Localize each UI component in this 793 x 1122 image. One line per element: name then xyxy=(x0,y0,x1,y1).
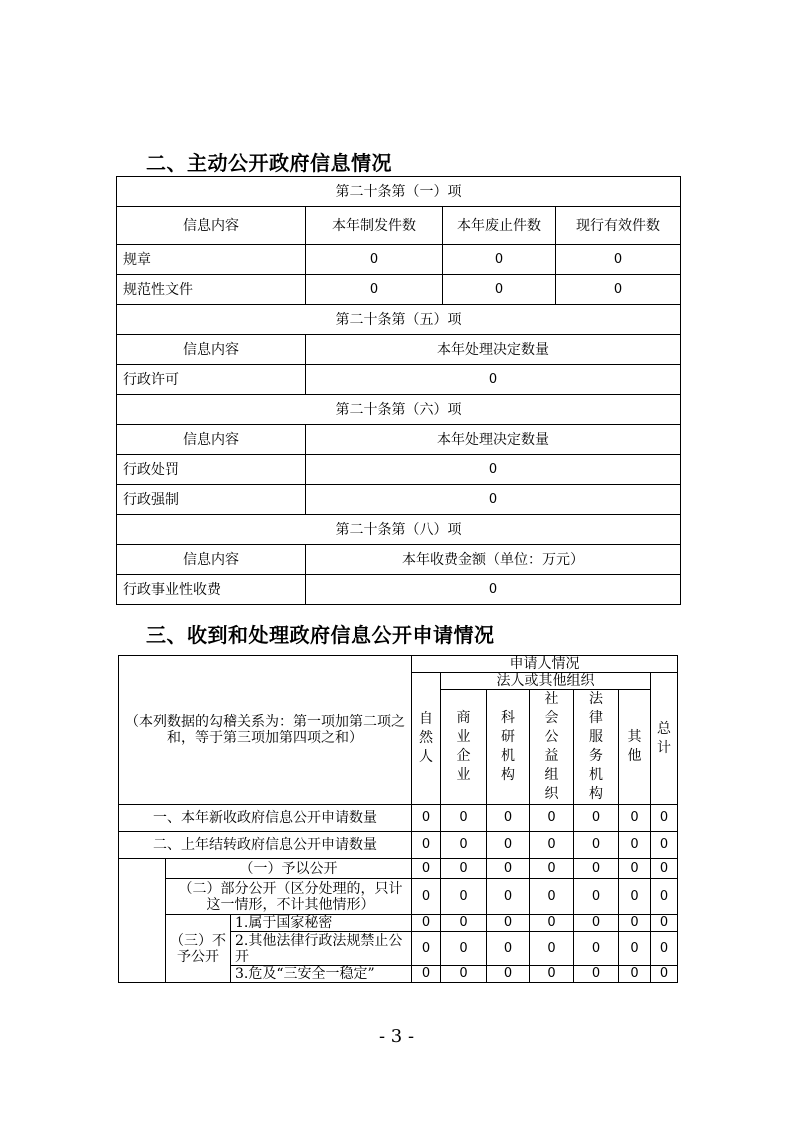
disclosure-requests-table xyxy=(118,655,678,983)
col-info-content: 信息内容 xyxy=(117,335,306,365)
cell-value: 0 xyxy=(530,915,574,932)
cell-value: 0 xyxy=(412,879,441,915)
applicant-header: 申请人情况 xyxy=(412,656,678,673)
row-label: 规范性文件 xyxy=(117,275,306,305)
part6-header: 第二十条第（六）项 xyxy=(117,395,681,425)
cell-value: 0 xyxy=(530,832,574,859)
cell-value: 0 xyxy=(412,932,441,966)
cell-value: 0 xyxy=(441,879,487,915)
cell-value: 0 xyxy=(651,915,678,932)
cell-value: 0 xyxy=(574,805,619,832)
cell-value: 0 xyxy=(619,859,651,879)
cell-value: 0 xyxy=(487,966,530,983)
cell-value: 0 xyxy=(530,879,574,915)
section-2-title: 二、主动公开政府信息情况 xyxy=(146,151,392,175)
cell-value: 0 xyxy=(651,805,678,832)
cell-value: 0 xyxy=(574,859,619,879)
row-label: 行政事业性收费 xyxy=(117,575,306,605)
row-label: 3.危及“三安全一稳定” xyxy=(231,966,412,983)
col-decisions-count: 本年处理决定数量 xyxy=(306,425,681,455)
col-social-welfare: 社会公益组织 xyxy=(530,690,574,805)
proactive-disclosure-table xyxy=(116,176,681,605)
cell-value: 0 xyxy=(412,859,441,879)
part8-header: 第二十条第（八）项 xyxy=(117,515,681,545)
withheld-group-label: （三）不予公开 xyxy=(166,915,231,983)
col-info-content: 信息内容 xyxy=(117,545,306,575)
cell-value: 0 xyxy=(487,879,530,915)
col-issued-this-year: 本年制发件数 xyxy=(306,207,443,245)
cell-value: 0 xyxy=(556,245,681,275)
col-research: 科研机构 xyxy=(487,690,530,805)
cell-value: 0 xyxy=(574,879,619,915)
row-label: 2.其他法律行政法规禁止公开 xyxy=(231,932,412,966)
cell-value: 0 xyxy=(530,859,574,879)
cell-value: 0 xyxy=(574,966,619,983)
cell-value: 0 xyxy=(487,932,530,966)
cell-value: 0 xyxy=(651,859,678,879)
col-natural-person: 自然人 xyxy=(412,673,441,805)
row-label: 规章 xyxy=(117,245,306,275)
cell-value: 0 xyxy=(530,932,574,966)
col-business: 商业企业 xyxy=(441,690,487,805)
cell-value: 0 xyxy=(306,365,681,395)
cell-value: 0 xyxy=(441,832,487,859)
cell-value: 0 xyxy=(530,805,574,832)
cell-value: 0 xyxy=(619,915,651,932)
cell-value: 0 xyxy=(443,275,556,305)
cell-value: 0 xyxy=(306,455,681,485)
outcome-blank-cell xyxy=(119,859,166,983)
cell-value: 0 xyxy=(306,275,443,305)
row-label: 行政处罚 xyxy=(117,455,306,485)
col-info-content: 信息内容 xyxy=(117,425,306,455)
cell-value: 0 xyxy=(574,832,619,859)
col-legal-service: 法律服务机构 xyxy=(574,690,619,805)
cell-value: 0 xyxy=(441,966,487,983)
cell-value: 0 xyxy=(487,832,530,859)
row-label: 一、本年新收政府信息公开申请数量 xyxy=(119,805,412,832)
cell-value: 0 xyxy=(651,966,678,983)
cell-value: 0 xyxy=(574,932,619,966)
cell-value: 0 xyxy=(619,805,651,832)
section-3-title: 三、收到和处理政府信息公开申请情况 xyxy=(146,623,495,647)
page-number: - 3 - xyxy=(378,1026,415,1047)
cell-value: 0 xyxy=(441,805,487,832)
cell-value: 0 xyxy=(306,245,443,275)
reconciliation-note: （本列数据的勾稽关系为：第一项加第二项之和，等于第三项加第四项之和） xyxy=(119,656,412,805)
legal-entity-header: 法人或其他组织 xyxy=(441,673,651,690)
cell-value: 0 xyxy=(306,575,681,605)
part1-header: 第二十条第（一）项 xyxy=(117,177,681,207)
cell-value: 0 xyxy=(619,966,651,983)
col-decisions-count: 本年处理决定数量 xyxy=(306,335,681,365)
cell-value: 0 xyxy=(651,932,678,966)
row-label: 二、上年结转政府信息公开申请数量 xyxy=(119,832,412,859)
row-label: 1.属于国家秘密 xyxy=(231,915,412,932)
col-abolished-this-year: 本年废止件数 xyxy=(443,207,556,245)
part5-header: 第二十条第（五）项 xyxy=(117,305,681,335)
cell-value: 0 xyxy=(306,485,681,515)
col-info-content: 信息内容 xyxy=(117,207,306,245)
col-currently-valid: 现行有效件数 xyxy=(556,207,681,245)
cell-value: 0 xyxy=(412,915,441,932)
cell-value: 0 xyxy=(441,859,487,879)
row-label: （一）予以公开 xyxy=(166,859,412,879)
cell-value: 0 xyxy=(530,966,574,983)
cell-value: 0 xyxy=(487,805,530,832)
col-fee-amount: 本年收费金额（单位：万元） xyxy=(306,545,681,575)
row-label: 行政强制 xyxy=(117,485,306,515)
cell-value: 0 xyxy=(412,832,441,859)
row-label: 行政许可 xyxy=(117,365,306,395)
row-label: （二）部分公开（区分处理的，只计这一情形，不计其他情形） xyxy=(166,879,412,915)
cell-value: 0 xyxy=(574,915,619,932)
cell-value: 0 xyxy=(556,275,681,305)
cell-value: 0 xyxy=(443,245,556,275)
col-total: 总计 xyxy=(651,673,678,805)
cell-value: 0 xyxy=(619,932,651,966)
cell-value: 0 xyxy=(412,805,441,832)
cell-value: 0 xyxy=(412,966,441,983)
col-other: 其他 xyxy=(619,690,651,805)
cell-value: 0 xyxy=(441,915,487,932)
cell-value: 0 xyxy=(619,832,651,859)
cell-value: 0 xyxy=(651,832,678,859)
cell-value: 0 xyxy=(441,932,487,966)
cell-value: 0 xyxy=(487,859,530,879)
cell-value: 0 xyxy=(487,915,530,932)
cell-value: 0 xyxy=(619,879,651,915)
cell-value: 0 xyxy=(651,879,678,915)
